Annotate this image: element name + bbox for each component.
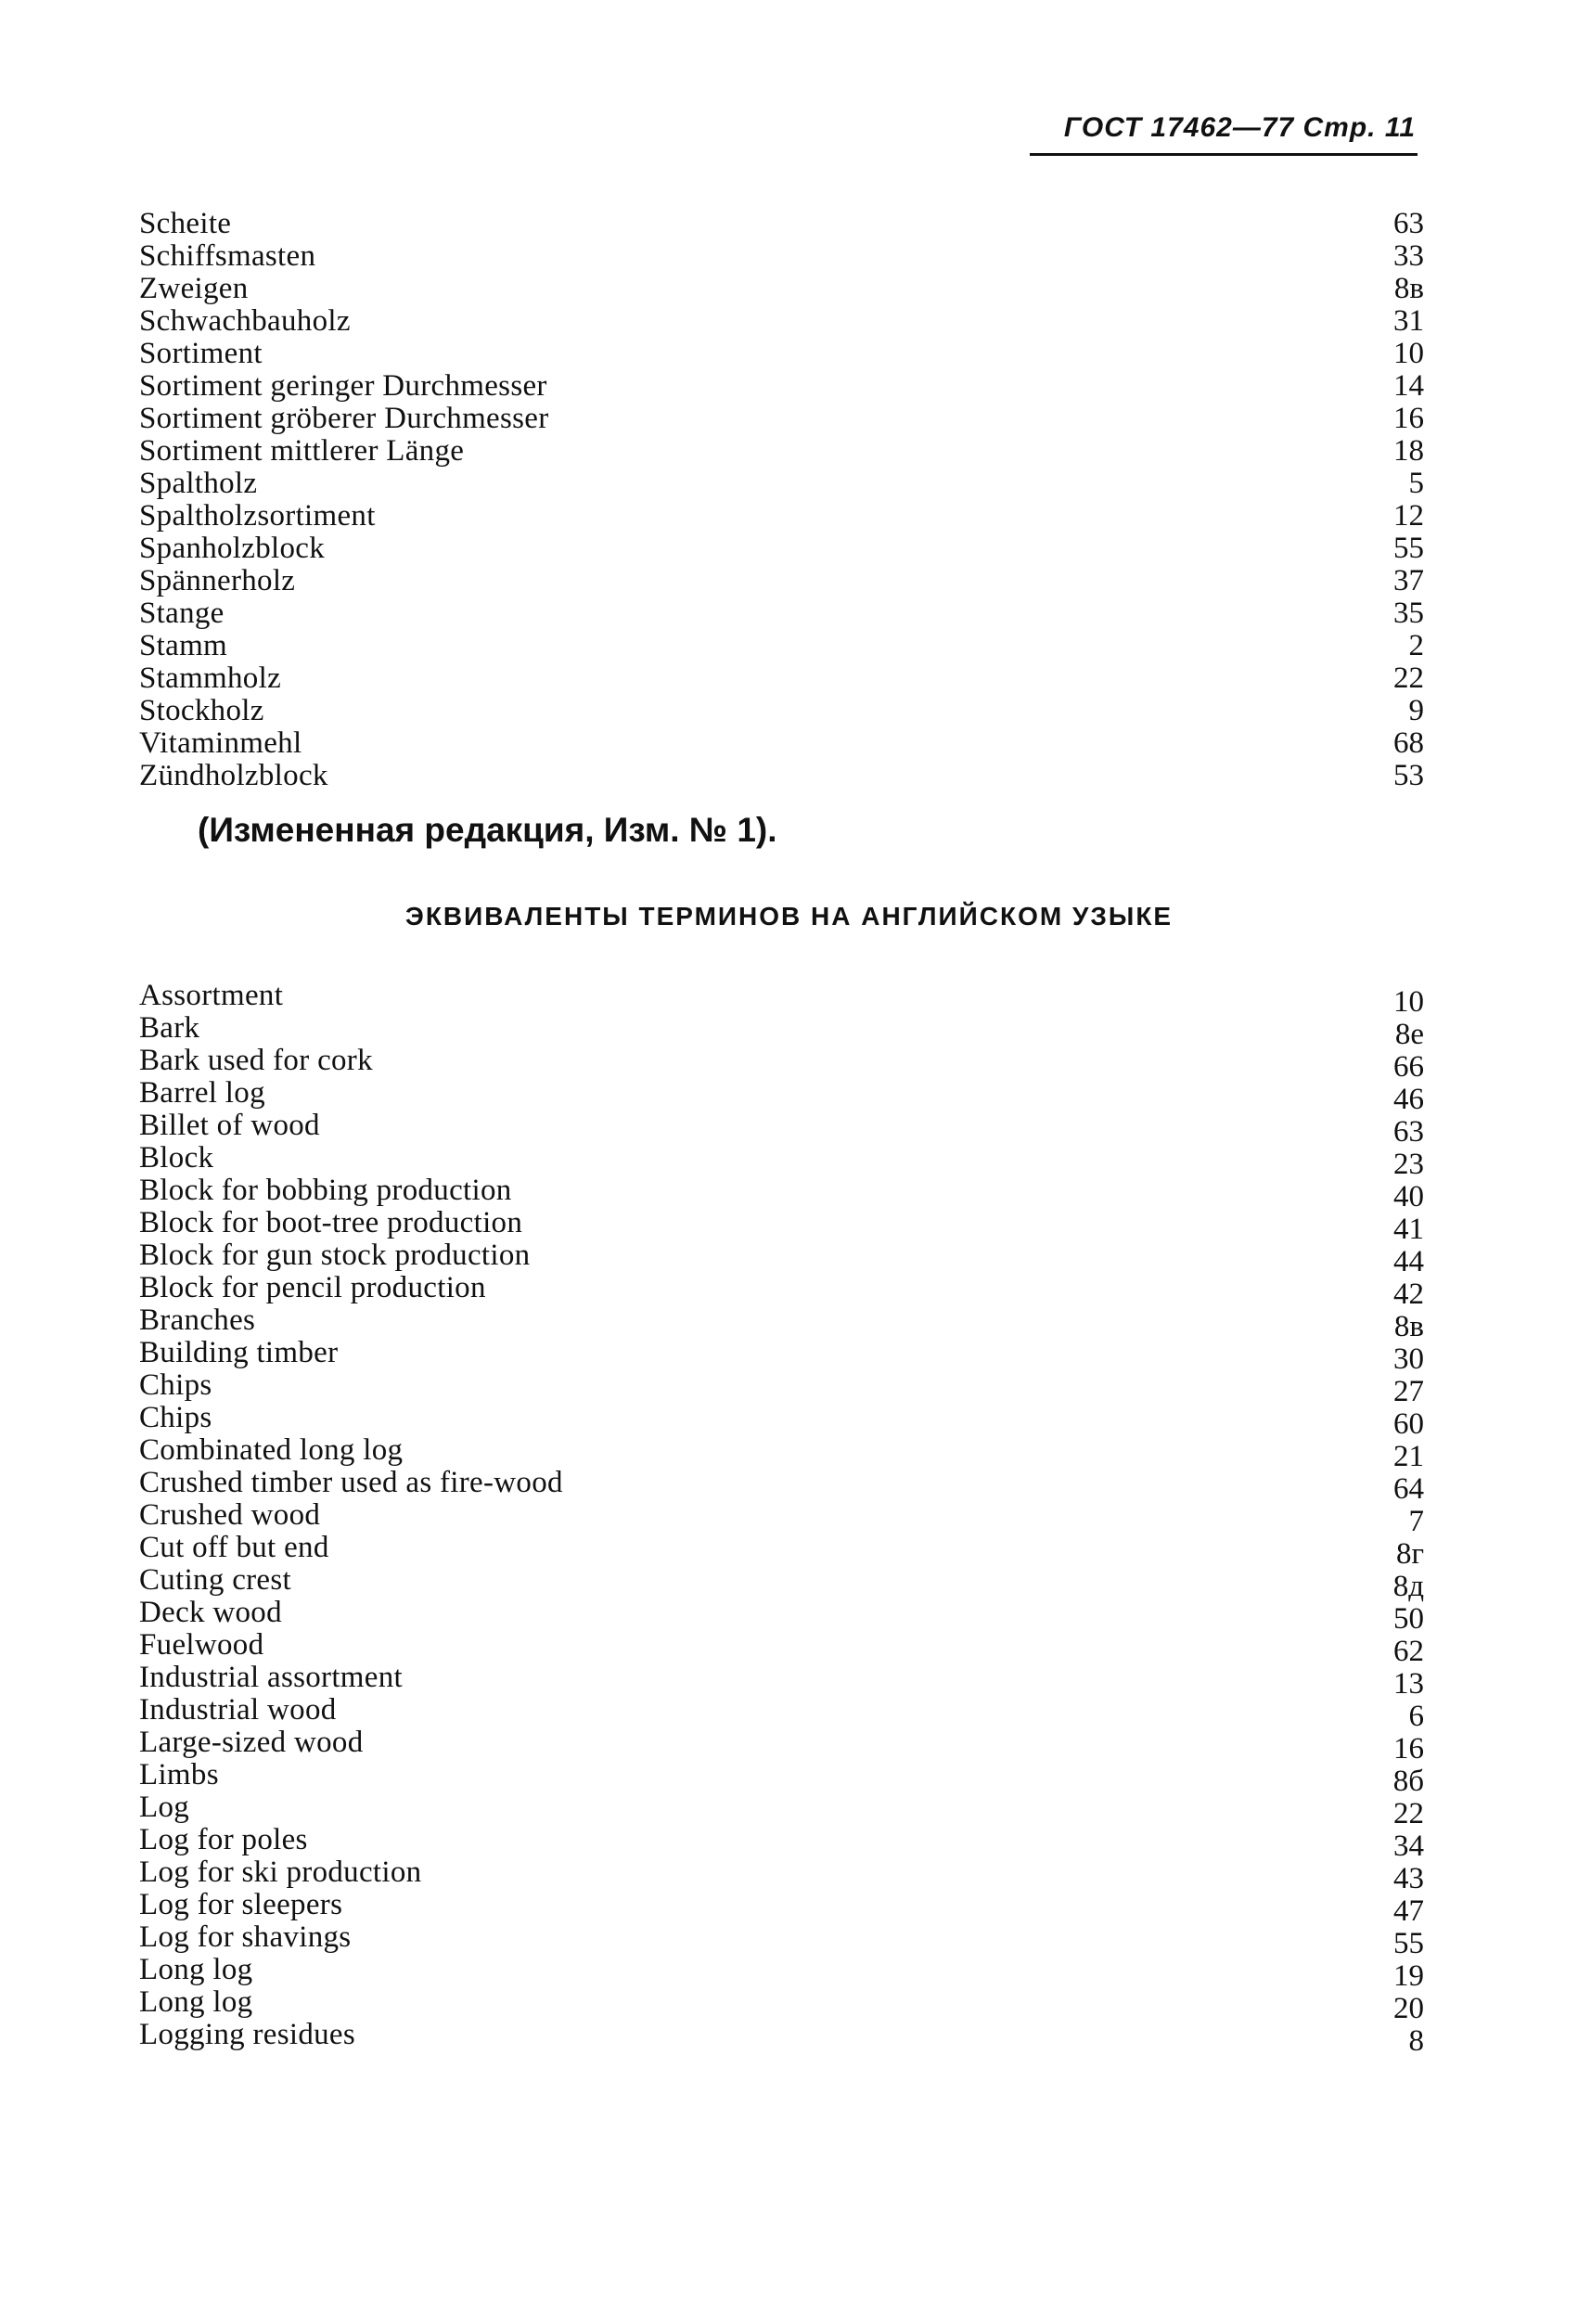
term-row <box>139 2018 1424 2058</box>
term-number: 5 <box>1408 467 1424 500</box>
term-row <box>139 1985 1424 2025</box>
term-text: Scheite <box>139 207 232 240</box>
term-text: Barrel log <box>139 1076 265 1110</box>
term-text: Long log <box>139 1985 253 2019</box>
term-row <box>139 1628 1424 1668</box>
term-number: 40 <box>1393 1180 1424 1213</box>
term-row <box>139 1596 1424 1636</box>
term-row <box>139 533 1424 565</box>
term-row <box>139 370 1424 403</box>
term-number: 68 <box>1393 726 1424 760</box>
term-number: 30 <box>1393 1342 1424 1376</box>
term-row <box>139 1888 1424 1928</box>
term-number: 46 <box>1393 1083 1424 1116</box>
term-number: 10 <box>1393 337 1424 370</box>
term-text: Schiffsmasten <box>139 239 316 273</box>
term-row <box>139 1239 1424 1278</box>
term-text: Industrial assortment <box>139 1661 403 1694</box>
term-number: 63 <box>1393 1115 1424 1149</box>
term-row <box>139 1401 1424 1441</box>
term-number: 7 <box>1408 1505 1424 1538</box>
term-text: Stamm <box>139 629 228 662</box>
term-number: 37 <box>1393 564 1424 597</box>
term-text: Combinated long log <box>139 1433 404 1467</box>
term-number: 64 <box>1393 1472 1424 1506</box>
term-row <box>139 1044 1424 1084</box>
term-text: Block for bobbing production <box>139 1174 512 1207</box>
term-row <box>139 1531 1424 1571</box>
term-number: 2 <box>1408 629 1424 662</box>
term-number: 10 <box>1393 985 1424 1019</box>
header-rule <box>1030 153 1418 156</box>
term-text: Branches <box>139 1303 256 1337</box>
term-number: 19 <box>1393 1959 1424 1993</box>
term-number: 20 <box>1393 1992 1424 2025</box>
term-text: Industrial wood <box>139 1693 337 1727</box>
term-row <box>139 760 1424 792</box>
term-row <box>139 403 1424 435</box>
term-row <box>139 305 1424 338</box>
term-text: Stammholz <box>139 661 282 695</box>
term-row <box>139 1433 1424 1473</box>
term-text: Log for ski production <box>139 1855 422 1889</box>
term-row <box>139 1661 1424 1701</box>
term-row <box>139 273 1424 305</box>
amendment-note: (Измененная редакция, Изм. № 1). <box>198 811 777 849</box>
term-text: Cuting crest <box>139 1563 291 1597</box>
term-number: 8е <box>1394 1018 1424 1051</box>
term-text: Crushed timber used as fire-wood <box>139 1466 563 1499</box>
term-row <box>139 565 1424 597</box>
term-text: Billet of wood <box>139 1109 320 1142</box>
term-text: Sortiment <box>139 337 263 370</box>
term-row <box>139 1693 1424 1733</box>
term-text: Log for sleepers <box>139 1888 343 1921</box>
term-text: Vitaminmehl <box>139 726 302 760</box>
term-text: Spaltholz <box>139 467 258 500</box>
term-row <box>139 1174 1424 1213</box>
term-row <box>139 1109 1424 1149</box>
term-row <box>139 435 1424 468</box>
term-text: Spännerholz <box>139 564 296 597</box>
term-number: 47 <box>1393 1894 1424 1928</box>
term-number: 6 <box>1408 1700 1424 1733</box>
term-row <box>139 1791 1424 1830</box>
term-number: 8б <box>1392 1765 1424 1798</box>
term-number: 53 <box>1393 759 1424 792</box>
term-row <box>139 240 1424 273</box>
term-text: Spaltholzsortiment <box>139 499 376 533</box>
term-number: 43 <box>1393 1862 1424 1895</box>
term-number: 33 <box>1393 239 1424 273</box>
term-text: Zweigen <box>139 272 249 305</box>
term-text: Assortment <box>139 979 284 1012</box>
term-text: Chips <box>139 1401 212 1434</box>
term-row <box>139 1563 1424 1603</box>
term-number: 13 <box>1393 1667 1424 1701</box>
term-number: 55 <box>1393 1927 1424 1960</box>
term-text: Block <box>139 1141 214 1175</box>
term-row <box>139 1141 1424 1181</box>
term-number: 14 <box>1393 369 1424 403</box>
term-row <box>139 695 1424 727</box>
term-number: 16 <box>1393 1732 1424 1765</box>
term-text: Bark <box>139 1011 200 1045</box>
german-term-index <box>139 208 1424 792</box>
term-number: 42 <box>1393 1278 1424 1311</box>
term-text: Logging residues <box>139 2018 356 2051</box>
term-row <box>139 662 1424 695</box>
term-text: Long log <box>139 1953 253 1986</box>
term-number: 50 <box>1393 1602 1424 1636</box>
term-text: Chips <box>139 1368 212 1402</box>
term-text: Block for boot-tree production <box>139 1206 523 1239</box>
term-text: Log <box>139 1791 190 1824</box>
term-number: 22 <box>1393 661 1424 695</box>
term-number: 8г <box>1395 1537 1424 1571</box>
term-row <box>139 597 1424 630</box>
term-text: Building timber <box>139 1336 339 1369</box>
term-row <box>139 630 1424 662</box>
english-term-index <box>139 979 1424 2058</box>
term-text: Large-sized wood <box>139 1726 364 1759</box>
page-header: ГОСТ 17462—77 Стр. 11 <box>1063 112 1416 143</box>
term-row <box>139 1498 1424 1538</box>
term-text: Sortiment mittlerer Länge <box>139 434 465 468</box>
term-number: 66 <box>1393 1050 1424 1084</box>
term-row <box>139 1466 1424 1506</box>
term-text: Deck wood <box>139 1596 282 1629</box>
term-row <box>139 338 1424 370</box>
term-row <box>139 1368 1424 1408</box>
term-number: 18 <box>1393 434 1424 468</box>
term-row <box>139 1920 1424 1960</box>
term-text: Block for pencil production <box>139 1271 486 1304</box>
term-text: Fuelwood <box>139 1628 264 1662</box>
term-row <box>139 1726 1424 1765</box>
term-number: 27 <box>1393 1375 1424 1408</box>
term-number: 8в <box>1393 272 1424 305</box>
term-row <box>139 1823 1424 1863</box>
term-number: 21 <box>1393 1440 1424 1473</box>
term-row <box>139 1271 1424 1311</box>
term-text: Block for gun stock production <box>139 1239 531 1272</box>
term-text: Schwachbauholz <box>139 304 351 338</box>
term-number: 12 <box>1393 499 1424 533</box>
term-row <box>139 1076 1424 1116</box>
term-text: Zündholzblock <box>139 759 328 792</box>
term-number: 34 <box>1393 1830 1424 1863</box>
term-text: Log for poles <box>139 1823 308 1856</box>
term-text: Sortiment gröberer Durchmesser <box>139 402 549 435</box>
term-row <box>139 500 1424 533</box>
term-row <box>139 1206 1424 1246</box>
term-text: Crushed wood <box>139 1498 321 1532</box>
term-row <box>139 1758 1424 1798</box>
term-row <box>139 979 1424 1019</box>
term-number: 35 <box>1393 597 1424 630</box>
term-number: 44 <box>1393 1245 1424 1278</box>
term-text: Stange <box>139 597 225 630</box>
term-number: 16 <box>1393 402 1424 435</box>
term-number: 62 <box>1393 1635 1424 1668</box>
term-row <box>139 1303 1424 1343</box>
term-number: 31 <box>1393 304 1424 338</box>
term-number: 23 <box>1393 1148 1424 1181</box>
term-row <box>139 727 1424 760</box>
term-number: 55 <box>1393 532 1424 565</box>
term-number: 41 <box>1393 1213 1424 1246</box>
term-number: 63 <box>1393 207 1424 240</box>
term-row <box>139 208 1424 240</box>
term-row <box>139 468 1424 500</box>
term-number: 22 <box>1393 1797 1424 1830</box>
term-text: Limbs <box>139 1758 219 1791</box>
term-text: Spanholzblock <box>139 532 326 565</box>
term-number: 9 <box>1408 694 1424 727</box>
term-number: 8 <box>1408 2024 1424 2058</box>
term-row <box>139 1336 1424 1376</box>
term-row <box>139 1011 1424 1051</box>
term-text: Bark used for cork <box>139 1044 373 1077</box>
term-text: Log for shavings <box>139 1920 352 1954</box>
term-text: Stockholz <box>139 694 264 727</box>
term-text: Cut off but end <box>139 1531 329 1564</box>
term-number: 8д <box>1392 1570 1424 1603</box>
english-section-title: ЭКВИВАЛЕНТЫ ТЕРМИНОВ НА АНГЛИЙСКОМ УЗЫКЕ <box>404 902 1174 931</box>
term-row <box>139 1953 1424 1993</box>
term-row <box>139 1855 1424 1895</box>
term-number: 60 <box>1393 1407 1424 1441</box>
term-text: Sortiment geringer Durchmesser <box>139 369 547 403</box>
term-number: 8в <box>1393 1310 1424 1343</box>
